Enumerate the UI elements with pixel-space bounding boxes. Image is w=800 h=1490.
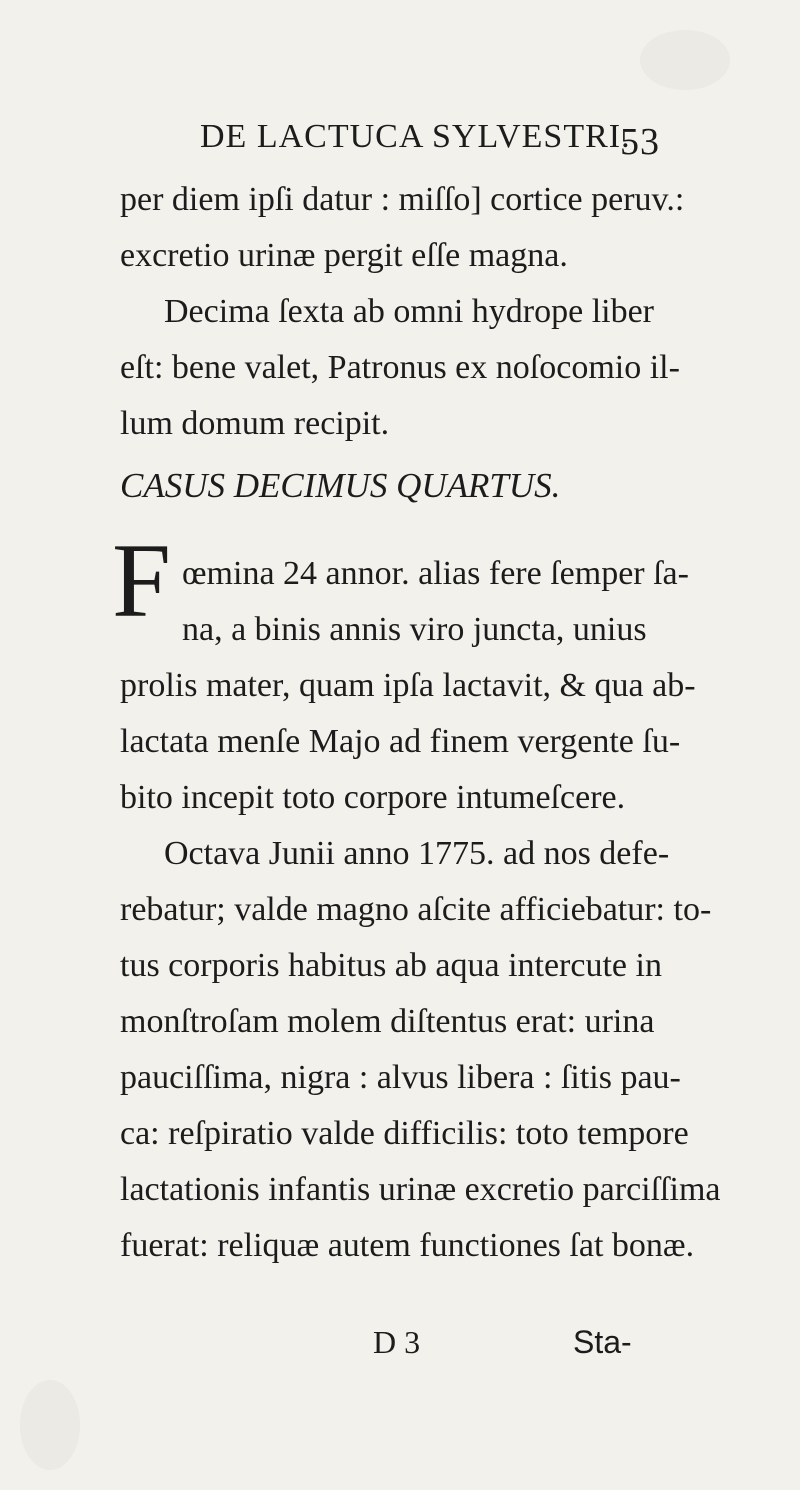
text-line: lactata menſe Majo ad finem vergente ſu- — [120, 723, 681, 760]
text-line: na, a binis annis viro juncta, unius — [182, 611, 647, 648]
text-line: Decima ſexta ab omni hydrope liber — [164, 293, 654, 330]
paper-stain — [20, 1380, 80, 1470]
text-line: pauciſſima, nigra : alvus libera : ſitis pau- — [120, 1059, 681, 1096]
text-line: prolis mater, quam ipſa lactavit, & qua ab- — [120, 667, 696, 704]
section-heading: CASUS DECIMUS QUARTUS. — [120, 466, 561, 505]
text-line: lactationis infantis urinæ excretio parciſſima — [120, 1171, 721, 1208]
text-line: bito incepit toto corpore intumeſcere. — [120, 779, 626, 816]
catchword: Sta- — [573, 1324, 632, 1360]
running-head — [200, 118, 660, 163]
text-line: monſtroſam molem diſtentus erat: urina — [120, 1003, 655, 1040]
text-line: excretio urinæ pergit eſſe magna. — [120, 237, 568, 274]
text-line: œmina 24 annor. alias fere ſemper ſa- — [182, 555, 689, 592]
text-line: per diem ipſi datur : miſſo] cortice peruv.: — [120, 181, 685, 218]
running-title: DE LACTUCA SYLVESTRI. — [200, 118, 631, 155]
drop-cap: F — [112, 522, 171, 639]
text-line: eſt: bene valet, Patronus ex noſocomio il- — [120, 349, 680, 386]
text-line: Octava Junii anno 1775. ad nos defe- — [164, 835, 670, 872]
text-line: ca: reſpiratio valde difficilis: toto tempore — [120, 1115, 689, 1152]
text-line: rebatur; valde magno aſcite afficiebatur: to- — [120, 891, 712, 928]
page-number: 53 — [620, 121, 660, 163]
paper-stain — [640, 30, 730, 90]
signature-mark: D 3 — [373, 1324, 421, 1360]
text-line: lum domum recipit. — [120, 405, 390, 442]
text-line: fuerat: reliquæ autem functiones ſat bonæ. — [120, 1227, 695, 1264]
text-line: tus corporis habitus ab aqua intercute in — [120, 947, 662, 984]
